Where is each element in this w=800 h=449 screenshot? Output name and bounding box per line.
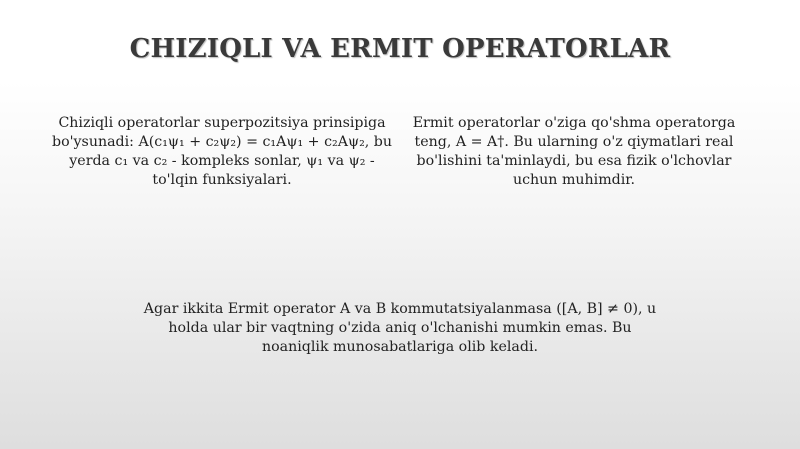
bottom-text-block: Agar ikkita Ermit operator A va B kommutatsiyalanmasa ([A, B] ≠ 0), u holda ular bir vaqtning o'zida aniq o'lchanishi mumkin emas. Bu noaniqlik munosabatlariga olib keladi. (143, 301, 657, 355)
left-text-block: Chiziqli operatorlar superpozitsiya prinsipiga bo'ysunadi: A(c₁ψ₁ + c₂ψ₂) = c₁Aψ₁ + c₂Aψ₂, bu yerda c₁ va c₂ - kompleks sonlar, ψ₁ va ψ₂ - to'lqin funksiyalari. (52, 115, 393, 188)
right-text-block: Ermit operatorlar o'ziga qo'shma operatorga teng, A = A†. Bu ularning o'z qiymatlari real bo'lishini ta'minlaydi, bu esa fizik o'lchovlar uchun muhimdir. (412, 115, 736, 188)
slide-title: CHIZIQLI VA ERMIT OPERATORLAR (129, 34, 671, 64)
